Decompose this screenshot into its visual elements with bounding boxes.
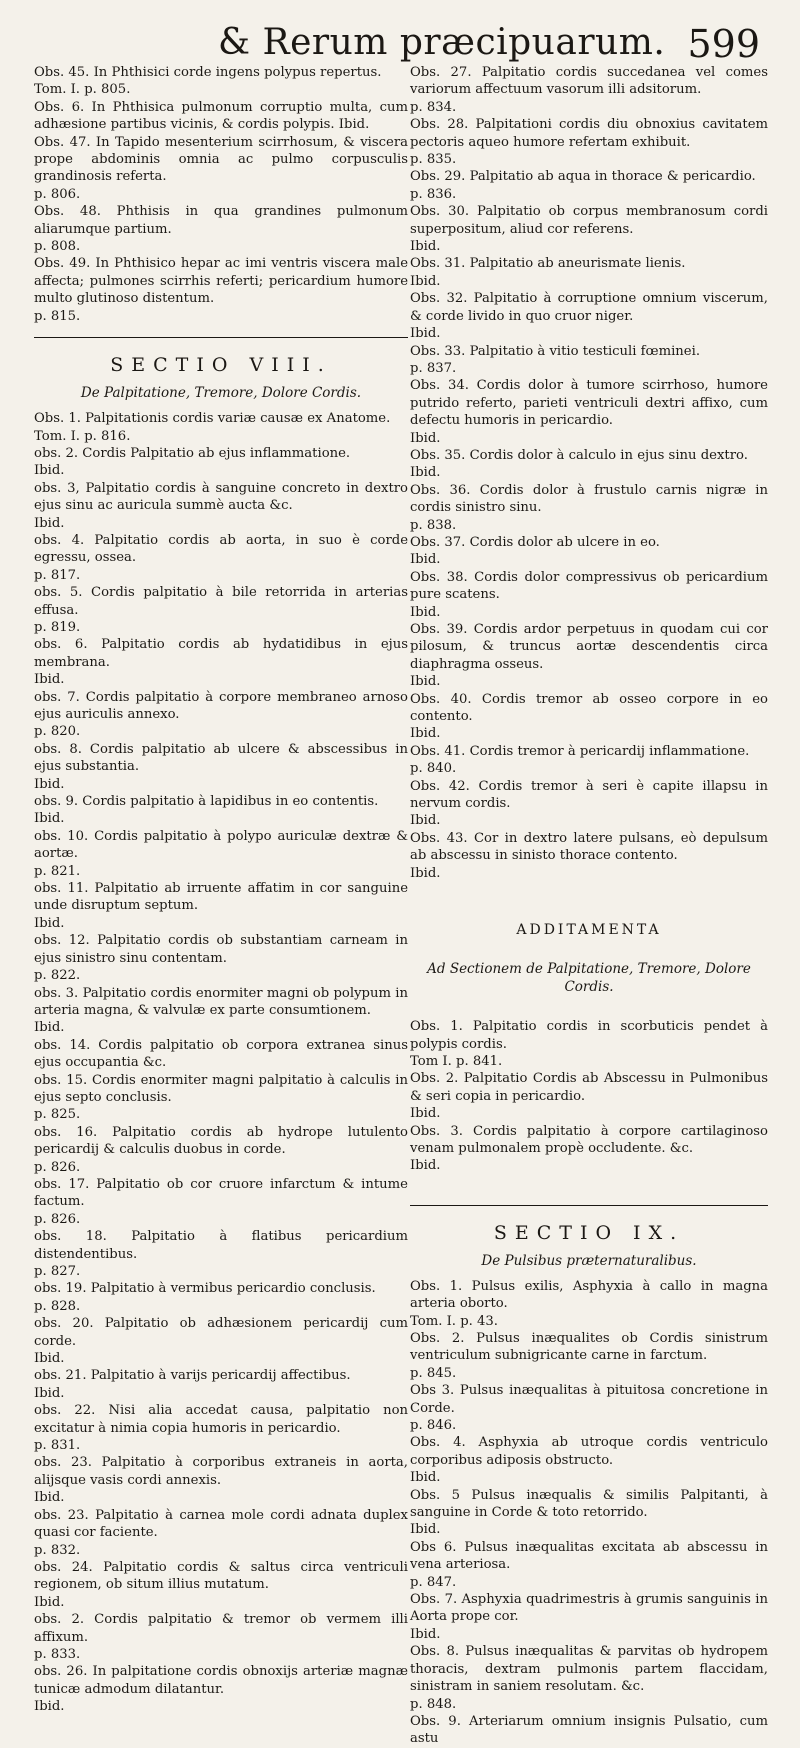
entry-text: Obs. 32. Palpitatio à corruptione omnium viscerum, & corde livido in quo cruor niger. bbox=[410, 291, 768, 324]
entry-page-ref: Ibid. bbox=[34, 1020, 65, 1036]
index-entry bbox=[410, 255, 768, 290]
entry-text: Obs. 27. Palpitatio cordis succedanea vel comes variorum affectuum vasorum illi adsitorum. bbox=[410, 65, 768, 98]
section-9-entries bbox=[410, 1278, 768, 1748]
entry-text: obs. 10. Cordis palpitatio à polypo auriculæ dextræ & aortæ. bbox=[34, 828, 408, 862]
index-entry bbox=[410, 569, 768, 621]
entry-page-ref: p. 827. bbox=[34, 1264, 81, 1279]
index-entry bbox=[34, 99, 408, 134]
entry-text: Obs. 39. Cordis ardor perpetuus in quodam cui cor pilosum, & truncus aortæ descendentis circa diaphragma osseus. bbox=[410, 622, 768, 672]
entry-text: Obs. 41. Cordis tremor à pericardij inflammatione. bbox=[410, 743, 750, 759]
entry-text: Obs. 38. Cordis dolor compressivus ob pericardium pure scatens. bbox=[410, 569, 768, 603]
entry-page-ref: p. 845. bbox=[410, 1365, 457, 1381]
left-column bbox=[34, 64, 408, 1716]
section-9-subtitle: De Pulsibus præternaturalibus. bbox=[481, 1252, 697, 1269]
entry-page-ref: p. 826. bbox=[34, 1159, 81, 1175]
entry-text: Obs. 2. Pulsus inæqualites ob Cordis sinistrum ventriculum subnigricante carne in farctum. bbox=[410, 1330, 768, 1364]
index-entry bbox=[34, 985, 408, 1037]
entry-page-ref: Ibid. bbox=[34, 776, 65, 792]
entry-text: Obs. 30. Palpitatio ob corpus membranosum cordi superpositum, aliud cor referens. bbox=[410, 204, 768, 237]
additamenta-title: ADDITAMENTA bbox=[516, 922, 662, 939]
entry-text: obs. 3. Palpitatio cordis enormiter magni ob polypum in arteria magna, & valvulæ ex parte consumtionem. bbox=[34, 985, 408, 1018]
entry-text: obs. 26. In palpitatione cordis obnoxijs arteriæ magnæ tunicæ admodum dilatantur. bbox=[34, 1664, 408, 1697]
entry-page-ref: Tom I. p. 841. bbox=[410, 1053, 503, 1069]
entry-page-ref: p. 838. bbox=[410, 517, 457, 533]
entry-text: Obs. 49. In Phthisico hepar ac imi ventris viscera male affecta; pulmones scirrhis referti; pericardium humore multo glutinoso distentum. bbox=[34, 256, 408, 307]
index-entry bbox=[34, 741, 408, 793]
index-entry bbox=[410, 1382, 768, 1434]
left-entries-top bbox=[34, 64, 408, 325]
index-entry bbox=[34, 134, 408, 204]
index-entry bbox=[34, 445, 408, 480]
entry-text: obs. 4. Palpitatio cordis ab aorta, in suo è corde egressu, ossea. bbox=[34, 532, 408, 566]
entry-page-ref: p. 831. bbox=[34, 1438, 81, 1454]
index-entry bbox=[410, 1434, 768, 1486]
index-entry bbox=[410, 1539, 768, 1591]
index-entry bbox=[410, 447, 768, 482]
additamenta-entries bbox=[410, 1018, 768, 1175]
entry-text: Obs. 40. Cordis tremor ab osseo corpore in eo contento. bbox=[410, 691, 768, 725]
index-entry bbox=[410, 482, 768, 534]
entry-page-ref: Ibid. bbox=[410, 273, 441, 289]
index-entry bbox=[34, 1507, 408, 1559]
index-entry bbox=[410, 116, 768, 168]
section-8-entries bbox=[34, 410, 408, 1715]
entry-text: obs. 18. Palpitatio à flatibus pericardium distendentibus. bbox=[34, 1229, 408, 1262]
index-entry bbox=[34, 636, 408, 688]
section-8-title: SECTIO VIII. bbox=[110, 354, 332, 377]
index-entry bbox=[410, 290, 768, 342]
index-entry bbox=[34, 1228, 408, 1280]
entry-text: obs. 5. Cordis palpitatio à bile retorrida in arterias effusa. bbox=[34, 585, 408, 618]
entry-text: obs. 16. Palpitatio cordis ab hydrope lutulento pericardij & calculis duobus in corde. bbox=[34, 1124, 408, 1158]
entry-text: Obs. 1. Pulsus exilis, Asphyxia à callo in magna arteria oborto. bbox=[410, 1278, 768, 1312]
index-entry bbox=[34, 1124, 408, 1176]
index-entry bbox=[34, 64, 408, 99]
section-9-title: SECTIO IX. bbox=[493, 1221, 685, 1244]
entry-page-ref: Ibid. bbox=[410, 1626, 441, 1642]
entry-text: obs. 3, Palpitatio cordis à sanguine concreto in dextro ejus sinu ac auricula summè aucta &c. bbox=[34, 480, 408, 514]
entry-text: obs. 12. Palpitatio cordis ob substantiam carneam in ejus sinistro sinu contentam. bbox=[34, 933, 408, 966]
section-8-subtitle: De Palpitatione, Tremore, Dolore Cordis. bbox=[80, 385, 362, 402]
entry-text: obs. 17. Palpitatio ob cor cruore infarctum & intume factum. bbox=[34, 1176, 408, 1210]
entry-text: Obs. 1. Palpitatio cordis in scorbuticis pendet à polypis cordis. bbox=[410, 1019, 768, 1052]
entry-page-ref: p. 808. bbox=[34, 239, 81, 255]
entry-text: obs. 23. Palpitatio à carnea mole cordi adnata duplex quasi cor faciente. bbox=[34, 1507, 408, 1541]
entry-text: obs. 15. Cordis enormiter magni palpitatio à calculis in ejus septo conclusis. bbox=[34, 1072, 408, 1105]
entry-page-ref: Ibid. bbox=[410, 865, 441, 881]
entry-text: Obs. 31. Palpitatio ab aneurismate lienis. bbox=[410, 256, 686, 272]
index-entry bbox=[410, 743, 768, 778]
index-entry bbox=[410, 1018, 768, 1070]
index-entry bbox=[34, 1072, 408, 1124]
entry-text: Obs. 3. Cordis palpitatio à corpore cartilaginoso venam pulmonalem propè occludente. &c. bbox=[410, 1123, 768, 1156]
index-entry bbox=[410, 830, 768, 882]
entry-text: Obs. 45. In Phthisici corde ingens polypus repertus. bbox=[34, 65, 382, 80]
entry-page-ref: Ibid. bbox=[410, 430, 441, 446]
right-entries-top bbox=[410, 64, 768, 882]
entry-text: Obs. 29. Palpitatio ab aqua in thorace & pericardio. bbox=[410, 169, 756, 185]
index-entry bbox=[34, 1402, 408, 1454]
entry-text: Obs 6. Pulsus inæqualitas excitata ab abscessu in vena arteriosa. bbox=[410, 1539, 768, 1573]
entry-page-ref: p. 834. bbox=[410, 99, 457, 115]
entry-page-ref: p. 833. bbox=[34, 1646, 81, 1662]
entry-page-ref: p. 847. bbox=[410, 1574, 457, 1590]
entry-text: Obs. 5 Pulsus inæqualis & similis Palpitanti, à sanguine in Corde & toto retorrido. bbox=[410, 1487, 768, 1521]
entry-page-ref: Tom. I. p. 805. bbox=[34, 82, 131, 98]
entry-page-ref: Ibid. bbox=[410, 552, 441, 568]
entry-page-ref: Ibid. bbox=[34, 463, 65, 479]
entry-page-ref: Ibid. bbox=[410, 674, 441, 690]
index-entry bbox=[34, 584, 408, 636]
entry-page-ref: Ibid. bbox=[34, 1351, 65, 1367]
entry-text: Obs. 1. Palpitationis cordis variæ causæ ex Anatome. bbox=[34, 411, 391, 427]
entry-text: Obs. 6. In Phthisica pulmonum corruptio multa, cum adhæsione partibus vicinis, & cordis polypis. Ibid. bbox=[34, 99, 408, 133]
index-entry bbox=[410, 778, 768, 830]
entry-page-ref: p. 820. bbox=[34, 724, 81, 740]
index-entry bbox=[34, 480, 408, 532]
entry-text: Obs. 33. Palpitatio à vitio testiculi fœminei. bbox=[410, 343, 701, 359]
entry-text: Obs. 37. Cordis dolor ab ulcere in eo. bbox=[410, 534, 660, 550]
entry-page-ref: p. 819. bbox=[34, 619, 81, 635]
entry-page-ref: Ibid. bbox=[34, 1594, 65, 1610]
entry-text: obs. 23. Palpitatio à corporibus extraneis in aorta, alijsque vasis cordi annexis. bbox=[34, 1455, 408, 1488]
index-entry bbox=[34, 1037, 408, 1072]
index-entry bbox=[410, 1591, 768, 1643]
entry-page-ref: Ibid. bbox=[34, 811, 65, 827]
entry-page-ref: Ibid. bbox=[410, 1522, 441, 1538]
page-number: 599 bbox=[687, 22, 760, 66]
entry-page-ref: p. 826. bbox=[34, 1211, 81, 1227]
entry-page-ref: p. 835. bbox=[410, 152, 457, 168]
entry-page-ref: Ibid. bbox=[34, 515, 65, 531]
entry-text: Obs. 7. Asphyxia quadrimestris à grumis sanguinis in Aorta prope cor. bbox=[410, 1592, 768, 1625]
entry-text: Obs. 43. Cor in dextro latere pulsans, eò depulsum ab abscessu in sinisto thorace contento. bbox=[410, 830, 768, 864]
entry-page-ref: p. 846. bbox=[410, 1418, 457, 1433]
entry-page-ref: Ibid. bbox=[34, 1490, 65, 1506]
entry-page-ref: p. 837. bbox=[410, 360, 457, 376]
entry-page-ref: p. 832. bbox=[34, 1542, 81, 1558]
entry-text: Obs. 28. Palpitationi cordis diu obnoxius cavitatem pectoris aqueo humore refertam exhibuit. bbox=[410, 117, 768, 150]
index-entry bbox=[34, 689, 408, 741]
entry-page-ref: Ibid. bbox=[34, 672, 65, 688]
index-entry bbox=[34, 793, 408, 828]
additamenta-subtitle: Ad Sectionem de Palpitatione, Tremore, Dolore Cordis. bbox=[427, 961, 751, 996]
entry-page-ref: p. 828. bbox=[34, 1298, 81, 1314]
index-entry bbox=[410, 168, 768, 203]
entry-page-ref: Ibid. bbox=[410, 239, 441, 255]
entry-text: Obs. 8. Pulsus inæqualitas & parvitas ob hydropem thoracis, dextram pulmonis partem flaccidam, sinistram in saniem resolutam. &c. bbox=[410, 1644, 768, 1695]
entry-text: Obs. 48. Phthisis in qua grandines pulmonum aliarumque partium. bbox=[34, 204, 408, 237]
index-entry bbox=[34, 255, 408, 325]
index-entry bbox=[34, 1176, 408, 1228]
index-entry bbox=[34, 1559, 408, 1611]
entry-page-ref: Ibid. bbox=[410, 813, 441, 829]
index-entry bbox=[410, 1070, 768, 1122]
entry-page-ref: p. 806. bbox=[34, 186, 81, 202]
entry-page-ref: p. 821. bbox=[34, 863, 81, 879]
index-entry bbox=[410, 203, 768, 255]
entry-page-ref: p. 817. bbox=[34, 567, 81, 583]
index-entry bbox=[410, 377, 768, 447]
entry-page-ref: Ibid. bbox=[34, 1385, 65, 1401]
entry-page-ref: Tom. I. p. 816. bbox=[34, 428, 131, 444]
index-entry bbox=[410, 1123, 768, 1175]
entry-text: obs. 22. Nisi alia accedat causa, palpitatio non excitatur à nimia copia humoris in pericardio. bbox=[34, 1403, 408, 1436]
entry-text: obs. 24. Palpitatio cordis & saltus circa ventriculi regionem, ob situm illius mutatum. bbox=[34, 1559, 408, 1593]
entry-page-ref: Ibid. bbox=[410, 1470, 441, 1486]
entry-page-ref: p. 815. bbox=[34, 308, 81, 324]
index-entry bbox=[410, 343, 768, 378]
index-entry bbox=[34, 880, 408, 932]
entry-page-ref: p. 848. bbox=[410, 1696, 457, 1712]
entry-page-ref: Ibid. bbox=[34, 915, 65, 931]
index-entry bbox=[34, 1367, 408, 1402]
entry-text: obs. 9. Cordis palpitatio à lapidibus in eo contentis. bbox=[34, 794, 379, 810]
index-entry bbox=[34, 932, 408, 984]
right-column bbox=[410, 64, 768, 1748]
index-entry bbox=[410, 1713, 768, 1748]
entry-page-ref: Tom. I. p. 43. bbox=[410, 1313, 498, 1329]
entry-page-ref: Ibid. bbox=[410, 1106, 441, 1122]
index-entry bbox=[410, 64, 768, 116]
entry-text: Obs 3. Pulsus inæqualitas à pituitosa concretione in Corde. bbox=[410, 1383, 768, 1416]
index-entry bbox=[410, 621, 768, 691]
entry-page-ref: Ibid. bbox=[34, 1699, 65, 1715]
entry-text: obs. 2. Cordis palpitatio & tremor ob vermem illi affixum. bbox=[34, 1612, 408, 1645]
entry-text: obs. 14. Cordis palpitatio ob corpora extranea sinus ejus occupantia &c. bbox=[34, 1037, 408, 1071]
index-entry bbox=[34, 1280, 408, 1315]
index-entry bbox=[410, 1643, 768, 1713]
entry-page-ref: p. 825. bbox=[34, 1107, 81, 1123]
entry-text: obs. 2. Cordis Palpitatio ab ejus inflammatione. bbox=[34, 445, 351, 461]
entry-page-ref: Ibid. bbox=[410, 604, 441, 620]
entry-page-ref: p. 840. bbox=[410, 761, 457, 777]
entry-page-ref: p. 836. bbox=[410, 186, 457, 202]
index-entry bbox=[34, 1663, 408, 1715]
index-entry bbox=[410, 1278, 768, 1330]
index-entry bbox=[410, 534, 768, 569]
entry-page-ref: Ibid. bbox=[410, 726, 441, 742]
entry-text: obs. 6. Palpitatio cordis ab hydatidibus in ejus membrana. bbox=[34, 637, 408, 670]
entry-page-ref: Ibid. bbox=[410, 1158, 441, 1174]
entry-text: Obs. 4. Asphyxia ab utroque cordis ventriculo corporibus adiposis obstructo. bbox=[410, 1435, 768, 1468]
index-entry bbox=[34, 1611, 408, 1663]
entry-text: obs. 21. Palpitatio à varijs pericardij affectibus. bbox=[34, 1368, 351, 1384]
page-title: & Rerum præcipuarum. bbox=[218, 22, 666, 63]
index-entry bbox=[34, 1315, 408, 1367]
index-entry bbox=[34, 532, 408, 584]
index-entry bbox=[34, 1454, 408, 1506]
entry-text: obs. 20. Palpitatio ob adhæsionem pericardij cum corde. bbox=[34, 1316, 408, 1349]
entry-text: obs. 11. Palpitatio ab irruente affatim in cor sanguine unde disruptum septum. bbox=[34, 881, 408, 914]
entry-text: obs. 19. Palpitatio à vermibus pericardio conclusis. bbox=[34, 1281, 376, 1297]
index-entry bbox=[34, 828, 408, 880]
entry-text: Obs. 47. In Tapido mesenterium scirrhosum, & viscera prope abdominis omnia ac pulmo corpusculis grandinosis referta. bbox=[34, 134, 408, 185]
entry-text: Obs. 42. Cordis tremor à seri è capite illapsu in nervum cordis. bbox=[410, 778, 768, 812]
entry-text: Obs. 9. Arteriarum omnium insignis Pulsatio, cum astu bbox=[410, 1713, 768, 1747]
entry-page-ref: Ibid. bbox=[410, 326, 441, 342]
index-entry bbox=[34, 203, 408, 255]
entry-text: Obs. 34. Cordis dolor à tumore scirrhoso, humore putrido referto, parieti ventriculi dextri affixo, cum defectu humoris in pericardio. bbox=[410, 378, 768, 429]
index-entry bbox=[410, 1330, 768, 1382]
index-entry bbox=[410, 1487, 768, 1539]
entry-text: obs. 8. Cordis palpitatio ab ulcere & abscessibus in ejus substantia. bbox=[34, 741, 408, 775]
entry-text: obs. 7. Cordis palpitatio à corpore membraneo arnoso ejus auriculis annexo. bbox=[34, 689, 408, 722]
entry-page-ref: p. 822. bbox=[34, 968, 81, 984]
index-entry bbox=[410, 691, 768, 743]
entry-page-ref: Ibid. bbox=[410, 465, 441, 481]
entry-text: Obs. 2. Palpitatio Cordis ab Abscessu in Pulmonibus & seri copia in pericardio. bbox=[410, 1071, 768, 1104]
entry-text: Obs. 36. Cordis dolor à frustulo carnis nigræ in cordis sinistro sinu. bbox=[410, 482, 768, 516]
entry-text: Obs. 35. Cordis dolor à calculo in ejus sinu dextro. bbox=[410, 447, 748, 463]
section-rule bbox=[410, 1205, 768, 1206]
section-rule bbox=[34, 337, 408, 338]
index-entry bbox=[34, 410, 408, 445]
